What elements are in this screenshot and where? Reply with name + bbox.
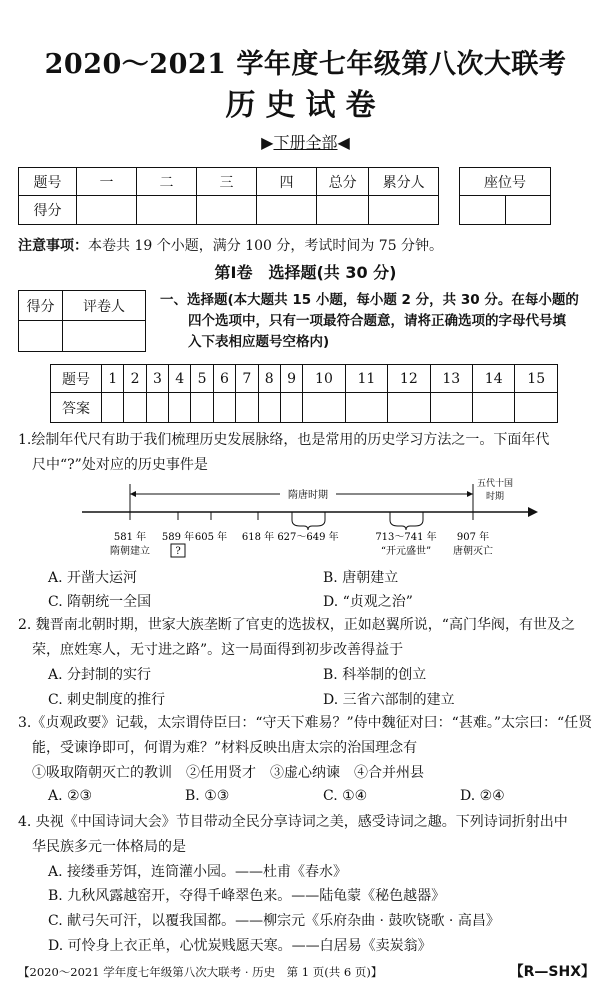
grader-table bbox=[18, 290, 146, 352]
q2-option-a[interactable]: A. 分封制的实行 bbox=[48, 667, 152, 683]
q1-option-a[interactable]: A. 开凿大运河 bbox=[48, 570, 138, 586]
seat-label: 座位号 bbox=[460, 168, 551, 196]
question-number: 2 bbox=[124, 365, 146, 393]
instructions-line: 四个选项中，只有一项最符合题意，请将正确选项的字母代号填 bbox=[188, 313, 566, 329]
period-label: 隋唐时期 bbox=[288, 490, 328, 501]
question-3 bbox=[18, 711, 608, 786]
question-number: 5 bbox=[191, 365, 213, 393]
question-text: 能，受谏诤即可，何谓为难？”材料反映出唐太宗的治国理念有 bbox=[32, 740, 418, 756]
question-number: 1 bbox=[102, 365, 124, 393]
brace-627-649 bbox=[292, 520, 325, 530]
question-number: 13 bbox=[430, 365, 472, 393]
q4-option-c[interactable]: C. 献弓矢可汗，以覆我国都。——柳宗元《乐府杂曲 · 鼓吹铙歌 · 高昌》 bbox=[48, 913, 500, 929]
question-number: 7 bbox=[236, 365, 258, 393]
grader-score-cell[interactable] bbox=[19, 321, 63, 352]
tick-year: 907 年 bbox=[456, 532, 490, 543]
scope-text: 下册全部 bbox=[273, 133, 338, 152]
question-number: 11 bbox=[345, 365, 387, 393]
answer-cell[interactable] bbox=[146, 393, 168, 423]
answer-cell[interactable] bbox=[388, 393, 430, 423]
exam-title: 2020～2021 学年度七年级第八次大联考 bbox=[44, 49, 567, 80]
question-number: 12 bbox=[388, 365, 430, 393]
question-text: 3.《贞观政要》记载，太宗谓侍臣曰：“守天下难易？”侍中魏征对曰：“甚难。”太宗曰：“任贤 bbox=[18, 715, 593, 731]
answer-cell[interactable] bbox=[280, 393, 302, 423]
subject-title: 历史试卷 bbox=[225, 88, 386, 123]
question-number: 8 bbox=[258, 365, 280, 393]
answer-cell[interactable] bbox=[515, 393, 558, 423]
question-text: 华民族多元一体格局的是 bbox=[32, 839, 186, 855]
answer-cell[interactable] bbox=[430, 393, 472, 423]
tick-year: 713～741 年 bbox=[375, 532, 437, 543]
q2-option-d[interactable]: D. 三省六部制的建立 bbox=[323, 692, 455, 708]
paper-code: 【R—SHX】 bbox=[509, 964, 595, 980]
question-number: 4 bbox=[169, 365, 191, 393]
answer-table bbox=[50, 364, 558, 423]
q1-option-b[interactable]: B. 唐朝建立 bbox=[323, 570, 399, 586]
question-number: 3 bbox=[146, 365, 168, 393]
page-footer: 【2020～2021 学年度七年级第八次大联考 · 历史 第 1 页(共 6 页)】 bbox=[18, 965, 383, 979]
question-2 bbox=[18, 613, 608, 663]
q4-option-d[interactable]: D. 可怜身上衣正单，心忧炭贱愿天寒。——白居易《卖炭翁》 bbox=[48, 938, 432, 954]
tick-year: 618 年 bbox=[241, 532, 275, 543]
tick-year: 589 年 bbox=[161, 532, 195, 543]
score-table-header: 累分人 bbox=[369, 168, 439, 196]
answer-cell[interactable] bbox=[345, 393, 387, 423]
score-table-header: 三 bbox=[197, 168, 257, 196]
q1-option-d[interactable]: D. “贞观之治” bbox=[323, 594, 413, 610]
answer-cell[interactable] bbox=[303, 393, 345, 423]
timeline-arrow-icon bbox=[528, 507, 538, 517]
question-1 bbox=[18, 428, 603, 478]
question-text: 4. 央视《中国诗词大会》节目带动全民分享诗词之美，感受诗词之趣。下列诗词折射出中 bbox=[18, 814, 568, 830]
instructions-line: 一、选择题(本大题共 15 小题，每小题 2 分，共 30 分。在每小题的 bbox=[160, 292, 579, 308]
question-mark: ? bbox=[175, 546, 181, 557]
answer-cell[interactable] bbox=[169, 393, 191, 423]
notice-label: 注意事项： bbox=[18, 238, 88, 254]
q2-option-b[interactable]: B. 科举制的创立 bbox=[323, 667, 427, 683]
score-cell[interactable] bbox=[137, 196, 197, 225]
answer-cell[interactable] bbox=[191, 393, 213, 423]
section-title: 第Ⅰ卷 选择题(共 30 分) bbox=[214, 263, 397, 282]
score-table bbox=[18, 167, 439, 225]
question-number: 6 bbox=[213, 365, 235, 393]
tick-year: 627～649 年 bbox=[277, 532, 339, 543]
score-cell[interactable] bbox=[317, 196, 369, 225]
tick-note: 隋朝建立 bbox=[110, 546, 150, 557]
notice bbox=[18, 235, 443, 255]
q3-option-d[interactable]: D. ②④ bbox=[460, 788, 505, 804]
period-arrow-left-icon bbox=[130, 491, 136, 497]
answer-cell[interactable] bbox=[236, 393, 258, 423]
answer-cell[interactable] bbox=[472, 393, 514, 423]
next-period-label: 五代十国 bbox=[476, 479, 514, 489]
question-text: 2. 魏晋南北朝时期，世家大族垄断了官吏的选拔权，正如赵翼所说，“高门华阀，有世及之 bbox=[18, 617, 575, 633]
tick-year: 581 年 bbox=[113, 532, 147, 543]
score-table-header: 题号 bbox=[19, 168, 77, 196]
q3-option-a[interactable]: A. ②③ bbox=[48, 788, 93, 804]
q4-option-b[interactable]: B. 九秋风露越窑开，夺得千峰翠色来。——陆龟蒙《秘色越器》 bbox=[48, 888, 446, 904]
seat-table bbox=[459, 167, 551, 225]
score-table-header: 二 bbox=[137, 168, 197, 196]
tick-note: 唐朝灭亡 bbox=[453, 546, 493, 557]
score-table-header: 总分 bbox=[317, 168, 369, 196]
score-cell[interactable] bbox=[197, 196, 257, 225]
instructions-line: 入下表相应题号空格内) bbox=[188, 334, 330, 350]
tick-year: 605 年 bbox=[194, 532, 228, 543]
grader-name-cell[interactable] bbox=[63, 321, 146, 352]
grader-name-label: 评卷人 bbox=[63, 291, 146, 321]
seat-cell[interactable] bbox=[460, 196, 506, 225]
q1-option-c[interactable]: C. 隋朝统一全国 bbox=[48, 594, 152, 610]
answer-cell[interactable] bbox=[213, 393, 235, 423]
score-table-header: 一 bbox=[77, 168, 137, 196]
grader-score-label: 得分 bbox=[19, 291, 63, 321]
score-cell[interactable] bbox=[369, 196, 439, 225]
q2-option-c[interactable]: C. 刺史制度的推行 bbox=[48, 692, 166, 708]
answer-table-header: 题号 bbox=[51, 365, 102, 393]
answer-cell[interactable] bbox=[124, 393, 146, 423]
score-table-header: 四 bbox=[257, 168, 317, 196]
question-text: 荣，庶姓寒人，无寸进之路”。这一局面得到初步改善得益于 bbox=[32, 642, 404, 658]
question-4 bbox=[18, 810, 608, 860]
score-row-label: 得分 bbox=[19, 196, 77, 225]
question-number: 10 bbox=[303, 365, 345, 393]
question-text: ①吸取隋朝灭亡的教训 ②任用贤才 ③虚心纳谏 ④合并州县 bbox=[32, 765, 424, 781]
scope-arrow-left-icon: ◀ bbox=[337, 133, 350, 152]
scope-label bbox=[0, 130, 611, 153]
question-number: 15 bbox=[515, 365, 558, 393]
question-number: 14 bbox=[472, 365, 514, 393]
seat-cell[interactable] bbox=[505, 196, 551, 225]
score-cell[interactable] bbox=[257, 196, 317, 225]
tick-note: “开元盛世” bbox=[380, 546, 432, 557]
answer-row-label: 答案 bbox=[51, 393, 102, 423]
notice-text: 本卷共 19 个小题，满分 100 分，考试时间为 75 分钟。 bbox=[88, 238, 444, 254]
q3-option-c[interactable]: C. ①④ bbox=[323, 788, 368, 804]
answer-cell[interactable] bbox=[258, 393, 280, 423]
scope-arrow-right-icon: ▶ bbox=[261, 133, 274, 152]
question-number: 9 bbox=[280, 365, 302, 393]
score-cell[interactable] bbox=[77, 196, 137, 225]
answer-cell[interactable] bbox=[102, 393, 124, 423]
next-period-label: 时期 bbox=[485, 492, 505, 502]
period-arrow-right-icon bbox=[467, 491, 473, 497]
q3-option-b[interactable]: B. ①③ bbox=[185, 788, 230, 804]
question-text: 尺中“?”处对应的历史事件是 bbox=[32, 457, 208, 473]
section-instructions bbox=[160, 290, 600, 353]
question-text: 1.绘制年代尺有助于我们梳理历史发展脉络，也是常用的历史学习方法之一。下面年代 bbox=[18, 432, 550, 448]
timeline-diagram bbox=[80, 474, 540, 564]
brace-713-741 bbox=[390, 520, 423, 530]
q4-option-a[interactable]: A. 接缕垂芳饵，连筒灌小园。——杜甫《春水》 bbox=[48, 864, 348, 880]
